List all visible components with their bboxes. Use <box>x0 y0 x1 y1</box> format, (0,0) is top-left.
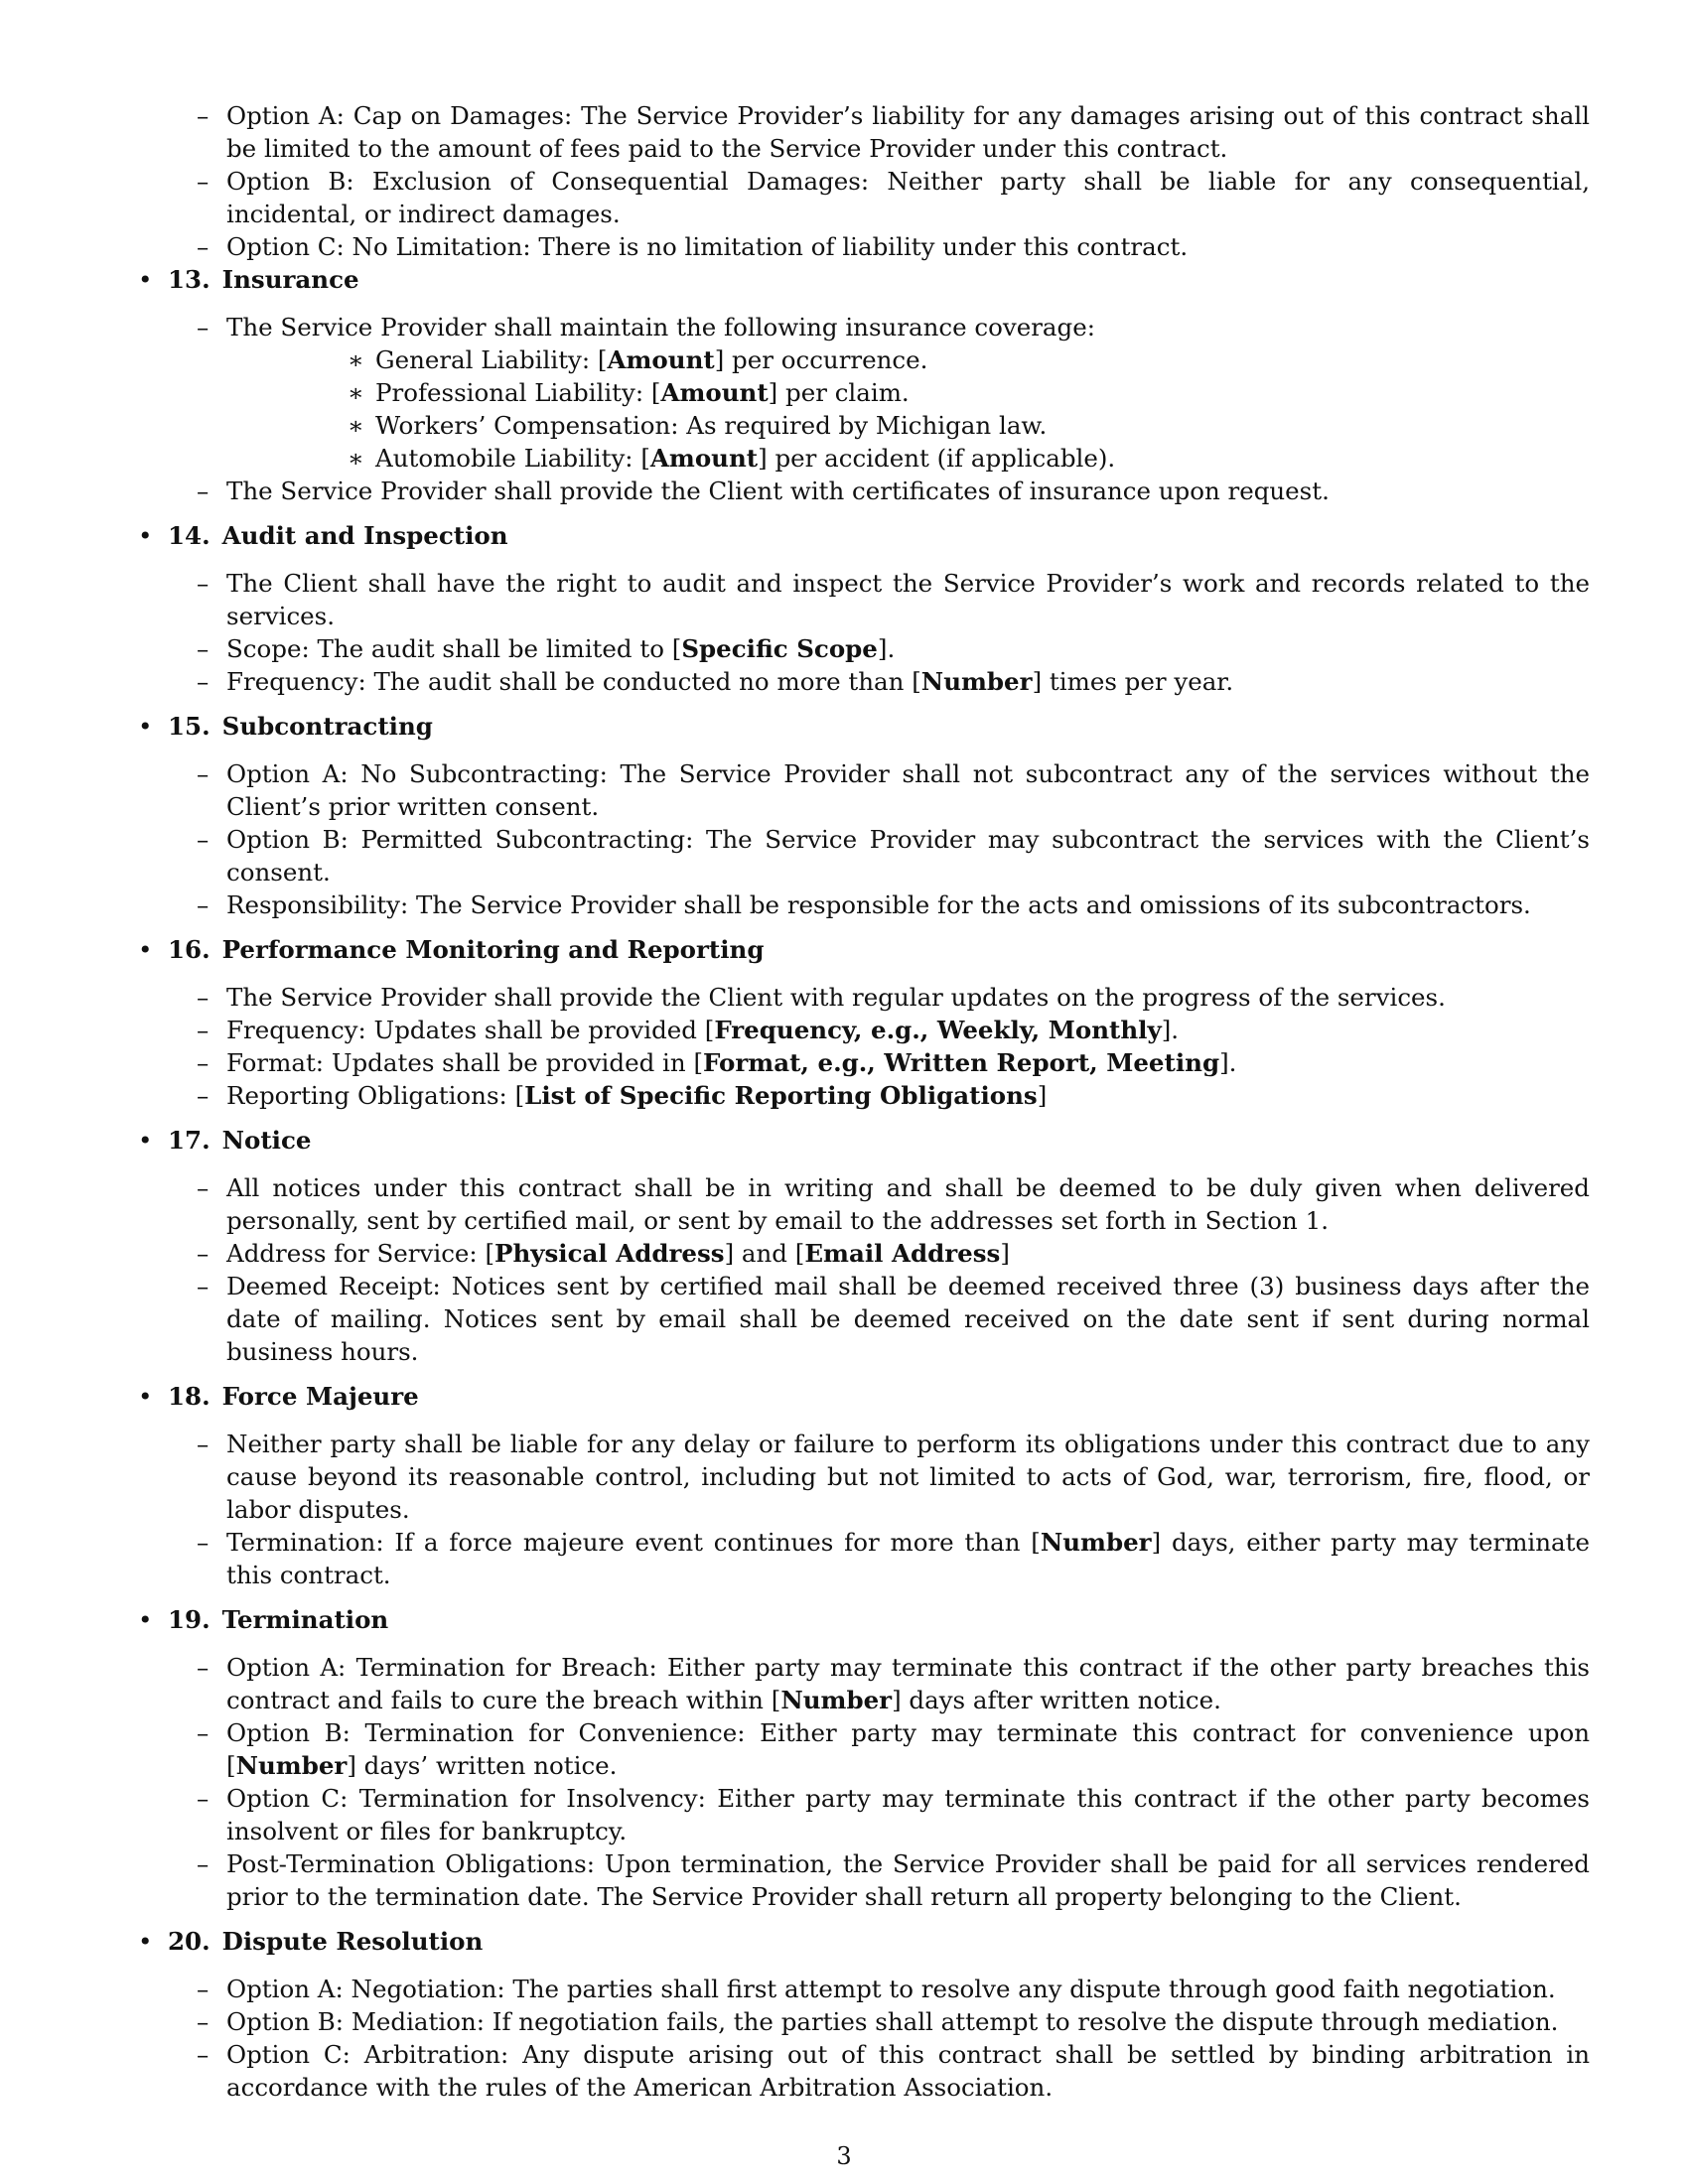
dash-marker: – <box>197 634 210 663</box>
section-heading <box>130 263 1590 297</box>
list-item <box>130 1237 1590 1270</box>
dash-marker: – <box>197 1784 210 1813</box>
clause-text: Address for Service: [ <box>226 1239 495 1268</box>
list-item <box>130 2005 1590 2038</box>
dash-marker: – <box>197 825 210 854</box>
dash-marker: – <box>197 983 210 1012</box>
section-termination <box>130 1603 1590 1913</box>
clause-text: Frequency: The audit shall be conducted no more than [ <box>226 667 921 696</box>
clause-text: General Liability: [ <box>375 345 608 374</box>
section-title: Audit and Inspection <box>221 521 508 550</box>
dash-marker: – <box>197 1849 210 1878</box>
section-items <box>130 1428 1590 1591</box>
clause-text: ] times per year. <box>1032 667 1234 696</box>
clause-text: Option B: Mediation: If negotiation fails, the parties shall attempt to resolve the dispute through mediation. <box>226 2007 1559 2036</box>
clause-text: All notices under this contract shall be in writing and shall be deemed to be duly given when delivered personally, sent by certified mail, or sent by email to the addresses set forth in Section 1. <box>226 1173 1590 1235</box>
clause-text: ]. <box>1219 1048 1237 1077</box>
clause-text: ] per accident (if applicable). <box>758 444 1116 473</box>
placeholder-text: Number <box>920 667 1033 696</box>
clause-text: The Client shall have the right to audit and inspect the Service Provider’s work and records related to the services. <box>226 569 1590 630</box>
dash-marker: – <box>197 1239 210 1268</box>
section-heading <box>130 710 1590 744</box>
clause-text: Neither party shall be liable for any delay or failure to perform its obligations under this contract due to any cause beyond its reasonable control, including but not limited to acts of God, war, terrorism, fire, flood, or labor disputes. <box>226 1430 1590 1524</box>
bullet-marker: • <box>138 712 153 741</box>
section-heading <box>130 933 1590 967</box>
list-item <box>130 475 1590 507</box>
section-title: Insurance <box>221 265 359 294</box>
section-number: 19. <box>168 1605 211 1634</box>
dash-marker: – <box>197 1081 210 1110</box>
section-subcontracting <box>130 710 1590 921</box>
placeholder-text: List of Specific Reporting Obligations <box>524 1081 1038 1110</box>
section-number: 13. <box>168 265 211 294</box>
bullet-marker: • <box>138 521 153 550</box>
clause-text: ] <box>1000 1239 1010 1268</box>
section-number: 16. <box>168 935 211 964</box>
placeholder-text: Amount <box>649 444 759 473</box>
clause-text: ] per occurrence. <box>714 345 928 374</box>
dash-marker: – <box>197 1718 210 1747</box>
dash-marker: – <box>197 569 210 598</box>
section-heading <box>130 1603 1590 1637</box>
placeholder-text: Physical Address <box>494 1239 725 1268</box>
placeholder-text: Number <box>235 1751 348 1780</box>
bullet-marker: • <box>138 1605 153 1634</box>
bullet-marker: • <box>138 265 153 294</box>
list-item <box>130 1270 1590 1368</box>
list-item <box>130 567 1590 632</box>
section-insurance <box>130 263 1590 507</box>
clause-text: Option B: Termination for Convenience: Either party may terminate this contract for convenience upon [ <box>226 1718 1590 1780</box>
placeholder-text: Specific Scope <box>681 634 878 663</box>
clause-text: Option B: Permitted Subcontracting: The Service Provider may subcontract the services with the Client’s consent. <box>226 825 1590 887</box>
section-title: Notice <box>221 1126 312 1155</box>
dash-marker: – <box>197 1173 210 1202</box>
list-item <box>130 1847 1590 1913</box>
bullet-marker: • <box>138 1126 153 1155</box>
list-item <box>130 665 1590 698</box>
liability-options-list <box>130 99 1590 263</box>
dash-marker: – <box>197 1430 210 1458</box>
list-item <box>130 981 1590 1014</box>
clause-text: Responsibility: The Service Provider shall be responsible for the acts and omissions of its subcontractors. <box>226 890 1531 919</box>
clause-text: Workers’ Compensation: As required by Michigan law. <box>375 411 1048 440</box>
list-item <box>130 1651 1590 1716</box>
clause-text: Reporting Obligations: [ <box>226 1081 525 1110</box>
dash-marker: – <box>197 1272 210 1300</box>
dash-marker: – <box>197 1048 210 1077</box>
section-force-majeure <box>130 1380 1590 1591</box>
clause-text: Scope: The audit shall be limited to [ <box>226 634 682 663</box>
placeholder-text: Email Address <box>804 1239 1001 1268</box>
dash-marker: – <box>197 232 210 261</box>
section-number: 18. <box>168 1382 211 1411</box>
list-item <box>130 1782 1590 1847</box>
section-items <box>130 567 1590 698</box>
clause-text: Post-Termination Obligations: Upon termination, the Service Provider shall be paid for all services rendered prior to the termination date. The Service Provider shall return all property belonging to the Client. <box>226 1849 1590 1911</box>
star-marker: ∗ <box>348 444 364 473</box>
section-heading <box>130 1380 1590 1414</box>
list-item <box>130 2038 1590 2104</box>
list-item <box>130 1526 1590 1591</box>
clause-text: Deemed Receipt: Notices sent by certified mail shall be deemed received three (3) business days after the date of mailing. Notices sent by email shall be deemed received on the date sent if sent during normal business hours. <box>226 1272 1590 1366</box>
clause-text: The Service Provider shall provide the Client with certificates of insurance upon request. <box>226 477 1330 505</box>
clause-text: Option C: No Limitation: There is no limitation of liability under this contract. <box>226 232 1189 261</box>
sub-list-item <box>226 376 1590 409</box>
sub-list <box>226 343 1590 475</box>
clause-text: ] days’ written notice. <box>347 1751 618 1780</box>
clause-text: Termination: If a force majeure event continues for more than [ <box>226 1528 1041 1557</box>
placeholder-text: Amount <box>660 378 769 407</box>
section-dispute-resolution <box>130 1925 1590 2104</box>
sections-container <box>130 263 1590 2104</box>
section-notice <box>130 1124 1590 1368</box>
star-marker: ∗ <box>348 411 364 440</box>
dash-marker: – <box>197 1016 210 1044</box>
clause-text: ] and [ <box>724 1239 805 1268</box>
clause-text: The Service Provider shall provide the Client with regular updates on the progress of the services. <box>226 983 1446 1012</box>
list-item <box>130 1716 1590 1782</box>
list-item <box>130 99 1590 165</box>
clause-text: Option B: Exclusion of Consequential Damages: Neither party shall be liable for any consequential, incidental, or indirect damages. <box>226 167 1590 228</box>
clause-text: Frequency: Updates shall be provided [ <box>226 1016 715 1044</box>
section-items <box>130 1171 1590 1368</box>
bullet-marker: • <box>138 1927 153 1956</box>
clause-text: ] per claim. <box>768 378 910 407</box>
section-number: 17. <box>168 1126 211 1155</box>
list-item <box>130 1079 1590 1112</box>
clause-text: Option A: No Subcontracting: The Service Provider shall not subcontract any of the services without the Client’s prior written consent. <box>226 759 1590 821</box>
dash-marker: – <box>197 101 210 130</box>
section-items <box>130 311 1590 507</box>
section-items <box>130 1973 1590 2104</box>
dash-marker: – <box>197 2007 210 2036</box>
star-marker: ∗ <box>348 345 364 374</box>
list-item <box>130 1014 1590 1046</box>
clause-text: ] <box>1037 1081 1048 1110</box>
list-item <box>130 823 1590 888</box>
list-item <box>130 1171 1590 1237</box>
section-items <box>130 981 1590 1112</box>
clause-text: The Service Provider shall maintain the following insurance coverage: <box>226 313 1095 341</box>
sub-list-item <box>226 409 1590 442</box>
list-item <box>130 230 1590 263</box>
section-items <box>130 757 1590 921</box>
section-title: Performance Monitoring and Reporting <box>221 935 765 964</box>
dash-marker: – <box>197 1528 210 1557</box>
section-performance-monitoring-and-reporting <box>130 933 1590 1112</box>
section-title: Dispute Resolution <box>221 1927 484 1956</box>
list-item <box>130 1428 1590 1526</box>
list-item <box>130 888 1590 921</box>
clause-text: Automobile Liability: [ <box>375 444 650 473</box>
placeholder-text: Amount <box>607 345 715 374</box>
bullet-marker: • <box>138 1382 153 1411</box>
section-title: Force Majeure <box>221 1382 419 1411</box>
section-number: 15. <box>168 712 211 741</box>
clause-text: ]. <box>1161 1016 1180 1044</box>
clause-text: ] days, either party may terminate this contract. <box>226 1528 1590 1589</box>
clause-text: Option C: Termination for Insolvency: Either party may terminate this contract if the other party becomes insolvent or files for bankruptcy. <box>226 1784 1590 1845</box>
list-item <box>130 165 1590 230</box>
star-marker: ∗ <box>348 378 364 407</box>
dash-marker: – <box>197 167 210 196</box>
placeholder-text: Number <box>1040 1528 1152 1557</box>
dash-marker: – <box>197 477 210 505</box>
clause-text: Option A: Cap on Damages: The Service Provider’s liability for any damages arising out of this contract shall be limited to the amount of fees paid to the Service Provider under this contract. <box>226 101 1590 163</box>
sub-list-item <box>226 442 1590 475</box>
clause-text: ]. <box>877 634 896 663</box>
section-title: Termination <box>221 1605 389 1634</box>
list-item <box>130 757 1590 823</box>
section-heading <box>130 1925 1590 1959</box>
list-item <box>130 311 1590 475</box>
clause-text: Professional Liability: [ <box>375 378 661 407</box>
dash-marker: – <box>197 2040 210 2069</box>
list-item <box>130 1973 1590 2005</box>
clause-text: Option C: Arbitration: Any dispute arising out of this contract shall be settled by binding arbitration in accordance with the rules of the American Arbitration Association. <box>226 2040 1590 2102</box>
dash-marker: – <box>197 313 210 341</box>
clause-text: Format: Updates shall be provided in [ <box>226 1048 703 1077</box>
dash-marker: – <box>197 1975 210 2003</box>
document-body <box>130 99 1590 2116</box>
clause-text: ] days after written notice. <box>892 1686 1221 1714</box>
placeholder-text: Frequency, e.g., Weekly, Monthly <box>714 1016 1162 1044</box>
section-heading <box>130 519 1590 553</box>
dash-marker: – <box>197 667 210 696</box>
section-audit-and-inspection <box>130 519 1590 698</box>
clause-text: Option A: Termination for Breach: Either party may terminate this contract if the other party breaches this contract and fails to cure the breach within [ <box>226 1653 1590 1714</box>
dash-marker: – <box>197 759 210 788</box>
section-items <box>130 1651 1590 1913</box>
section-number: 14. <box>168 521 211 550</box>
sub-list-item <box>226 343 1590 376</box>
placeholder-text: Format, e.g., Written Report, Meeting <box>703 1048 1220 1077</box>
clause-text: Option A: Negotiation: The parties shall first attempt to resolve any dispute through good faith negotiation. <box>226 1975 1556 2003</box>
list-item <box>130 632 1590 665</box>
section-title: Subcontracting <box>221 712 433 741</box>
list-item <box>130 1046 1590 1079</box>
section-heading <box>130 1124 1590 1158</box>
bullet-marker: • <box>138 935 153 964</box>
section-number: 20. <box>168 1927 211 1956</box>
dash-marker: – <box>197 1653 210 1682</box>
page-number: 3 <box>836 2142 852 2170</box>
dash-marker: – <box>197 890 210 919</box>
placeholder-text: Number <box>780 1686 893 1714</box>
